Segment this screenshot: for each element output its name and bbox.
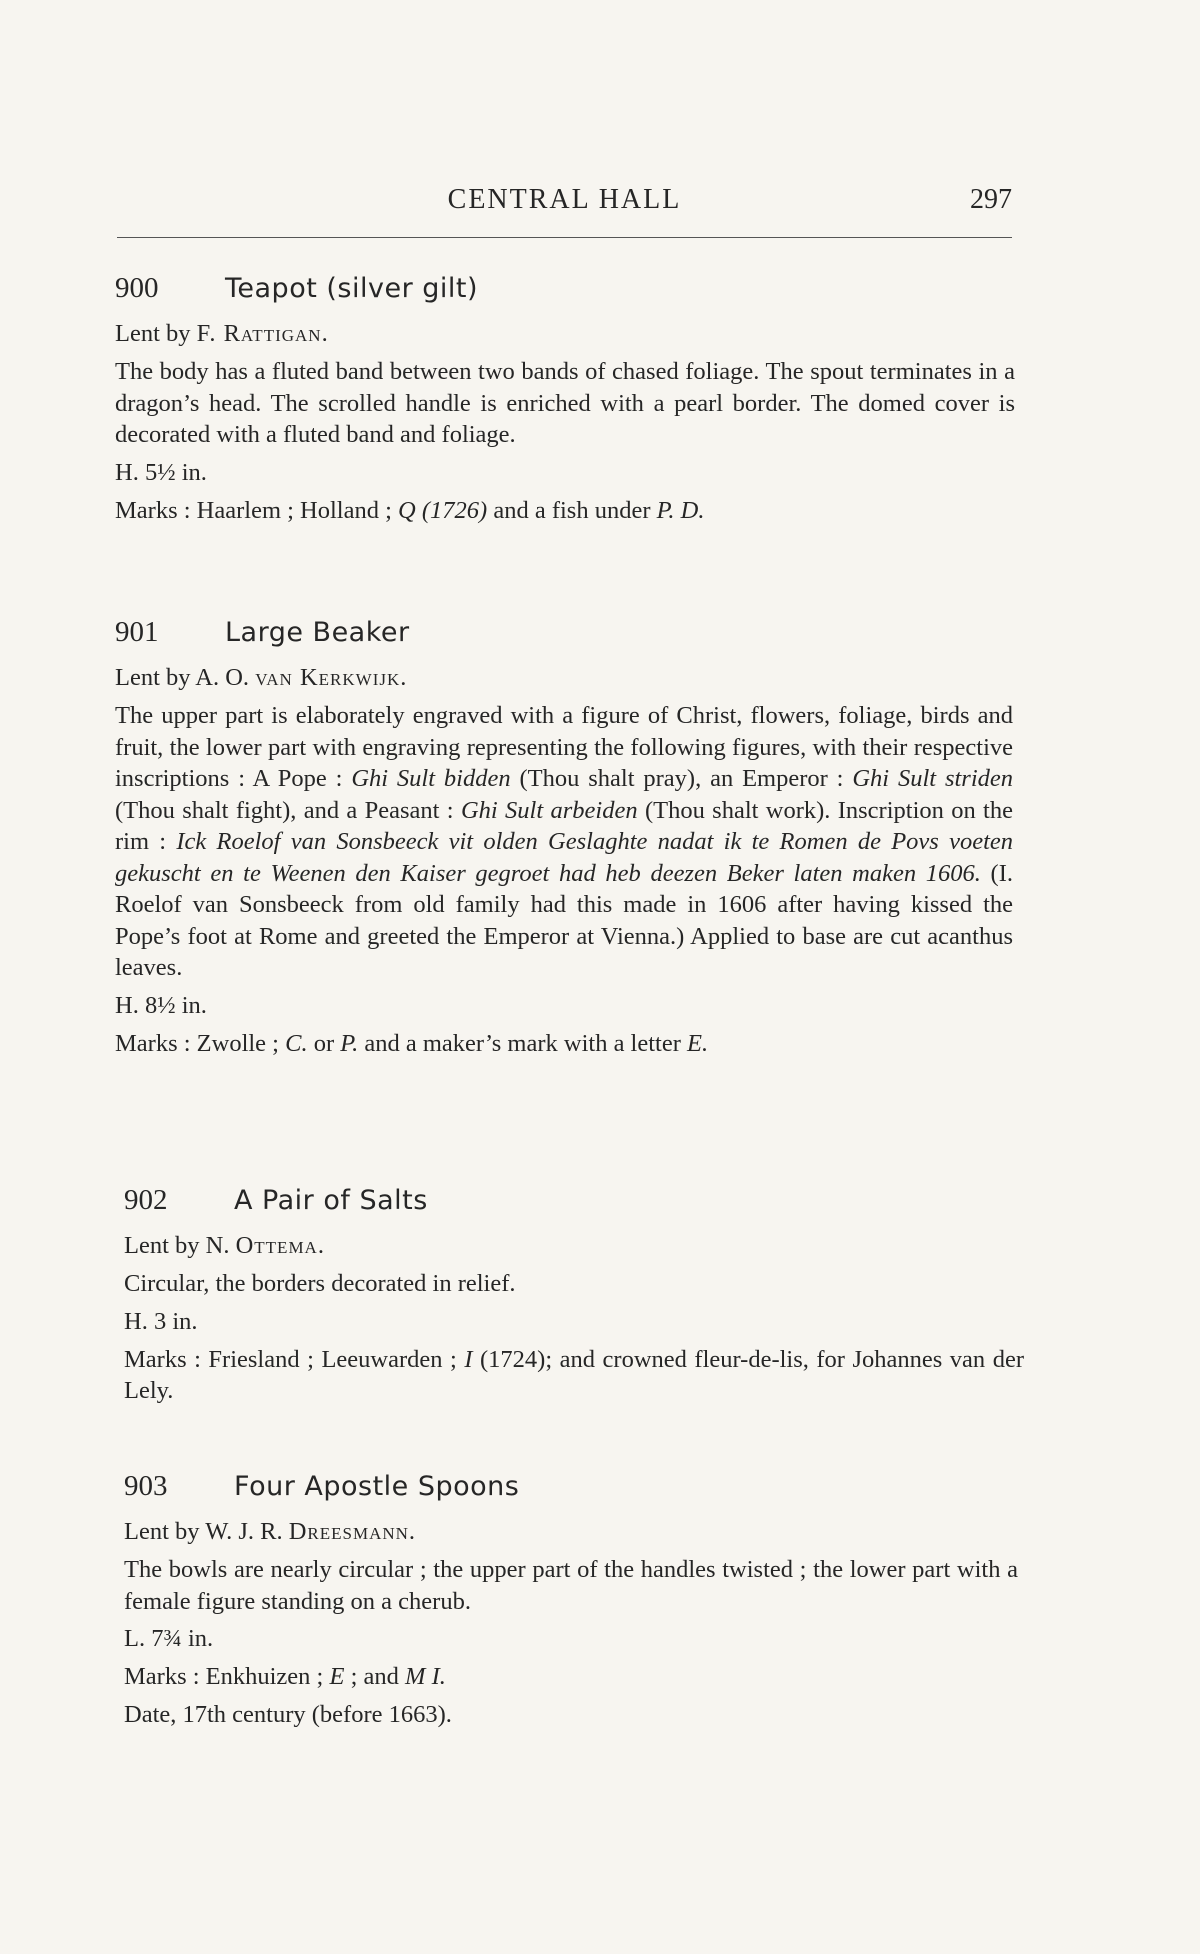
- entry-heading: [115, 612, 1015, 652]
- lender-line: [115, 318, 1015, 350]
- entry-date: Date, 17th century (before 1663).: [124, 1701, 452, 1728]
- marks-italic: (1726): [421, 496, 488, 524]
- lender-name: Dreesmann.: [288, 1518, 417, 1545]
- lender-line: [115, 662, 1015, 694]
- marks-italic: Q: [398, 496, 416, 524]
- entry-description: [115, 700, 1013, 984]
- marks-text: and a maker’s mark with a letter: [358, 1029, 688, 1057]
- entry-heading: [124, 1180, 1024, 1220]
- running-head: CENTRAL HALL: [447, 184, 682, 215]
- marks-text: and a fish under: [487, 496, 657, 524]
- entry-marks: [115, 1028, 1015, 1060]
- desc-text: (Thou shalt fight), and a Peasant :: [115, 796, 461, 824]
- marks-italic: E.: [687, 1029, 709, 1057]
- desc-text: (Thou shalt pray), an Emperor :: [510, 765, 853, 792]
- marks-italic: C.: [285, 1029, 308, 1057]
- desc-italic: Ghi Sult bidden: [351, 765, 511, 792]
- lent-by-prefix: Lent by N.: [124, 1232, 230, 1259]
- catalogue-entry: [124, 1466, 1024, 1737]
- entry-number: 903: [124, 1470, 168, 1502]
- entry-description: Circular, the borders decorated in relief.: [124, 1270, 516, 1297]
- marks-italic: P.: [340, 1029, 359, 1057]
- marks-italic: I: [464, 1345, 473, 1373]
- catalogue-entry: [115, 268, 1015, 533]
- entry-title: A Pair of Salts: [234, 1185, 428, 1216]
- lent-by-prefix: Lent by W. J. R.: [124, 1518, 283, 1545]
- desc-text: (I. Roelof van Sonsbeeck from old family had this made in 1606 after having kissed the Pope’s foot at Rome and greeted the Emperor at Vienna.) Applied to base are cut acanthus leaves.: [115, 859, 1013, 981]
- entry-dimension: H. 3 in.: [124, 1307, 198, 1335]
- entry-heading: [115, 268, 1015, 308]
- marks-text: or: [307, 1029, 341, 1057]
- marks-text: Marks : Zwolle ;: [115, 1029, 286, 1057]
- marks-text: (1724); and crowned fleur-de-lis, for Johannes van der Lely.: [124, 1345, 1024, 1404]
- catalogue-entry: [124, 1180, 1024, 1413]
- marks-text: Marks : Enkhuizen ;: [124, 1663, 330, 1690]
- entry-marks: [115, 495, 1015, 527]
- marks-italic: M I.: [405, 1663, 446, 1690]
- entry-heading: [124, 1466, 1024, 1506]
- page-number: 297: [970, 184, 1012, 215]
- entry-number: 900: [115, 272, 159, 304]
- entry-dimension: L. 7¾ in.: [124, 1625, 214, 1652]
- desc-italic: Ghi Sult arbeiden: [460, 796, 638, 824]
- entry-dimension: H. 5½ in.: [115, 458, 207, 486]
- entry-dimension: H. 8½ in.: [115, 991, 207, 1019]
- lent-by-prefix: Lent by A. O.: [115, 664, 250, 691]
- lender-name: F. Rattigan.: [196, 320, 329, 347]
- desc-italic: Ghi Sult striden: [852, 765, 1014, 792]
- entry-title: Large Beaker: [225, 617, 410, 648]
- lender-name: van Kerkwijk.: [255, 664, 408, 691]
- entry-title: Teapot (silver gilt): [225, 273, 479, 304]
- entry-number: 902: [124, 1184, 168, 1216]
- lender-name: Ottema.: [235, 1232, 325, 1259]
- catalogue-entry: [115, 612, 1015, 1066]
- marks-text: Marks : Haarlem ; Holland ;: [115, 496, 399, 524]
- entry-number: 901: [115, 616, 159, 648]
- marks-text: Marks : Friesland ; Leeuwarden ;: [124, 1345, 465, 1373]
- entry-marks: [124, 1661, 1024, 1693]
- desc-italic: Ick Roelof van Sonsbeeck vit olden Geslaghte nadat ik te Romen de Povs voeten gekuscht en te Weenen den Kaiser gegroet had heb deezen Beker laten maken 1606.: [115, 828, 1013, 887]
- entry-marks: [124, 1344, 1024, 1407]
- lent-by-prefix: Lent by: [115, 320, 191, 347]
- marks-text: ; and: [344, 1663, 406, 1690]
- marks-italic: E: [329, 1663, 345, 1690]
- marks-italic: P. D.: [656, 496, 705, 524]
- entry-title: Four Apostle Spoons: [234, 1471, 520, 1502]
- lender-line: [124, 1516, 1024, 1548]
- entry-description: The body has a fluted band between two bands of chased foliage. The spout terminates in a dragon’s head. The scrolled handle is enriched with a pearl border. The domed cover is decorated with a fluted band and foliage.: [115, 358, 1015, 448]
- desc-text: The upper part is elaborately engraved with a figure of Christ, flowers, foliage, birds and fruit, the lower part with engraving representing the following figures, with their respective inscriptions : A Pope :: [115, 702, 1013, 792]
- entry-description: The bowls are nearly circular ; the upper part of the handles twisted ; the lower part with a female figure standing on a cherub.: [124, 1556, 1018, 1615]
- desc-text: (Thou shalt work). Inscription on the rim :: [115, 796, 1013, 855]
- header-rule: [117, 237, 1012, 238]
- page-header: [117, 178, 1012, 228]
- lender-line: [124, 1230, 1024, 1262]
